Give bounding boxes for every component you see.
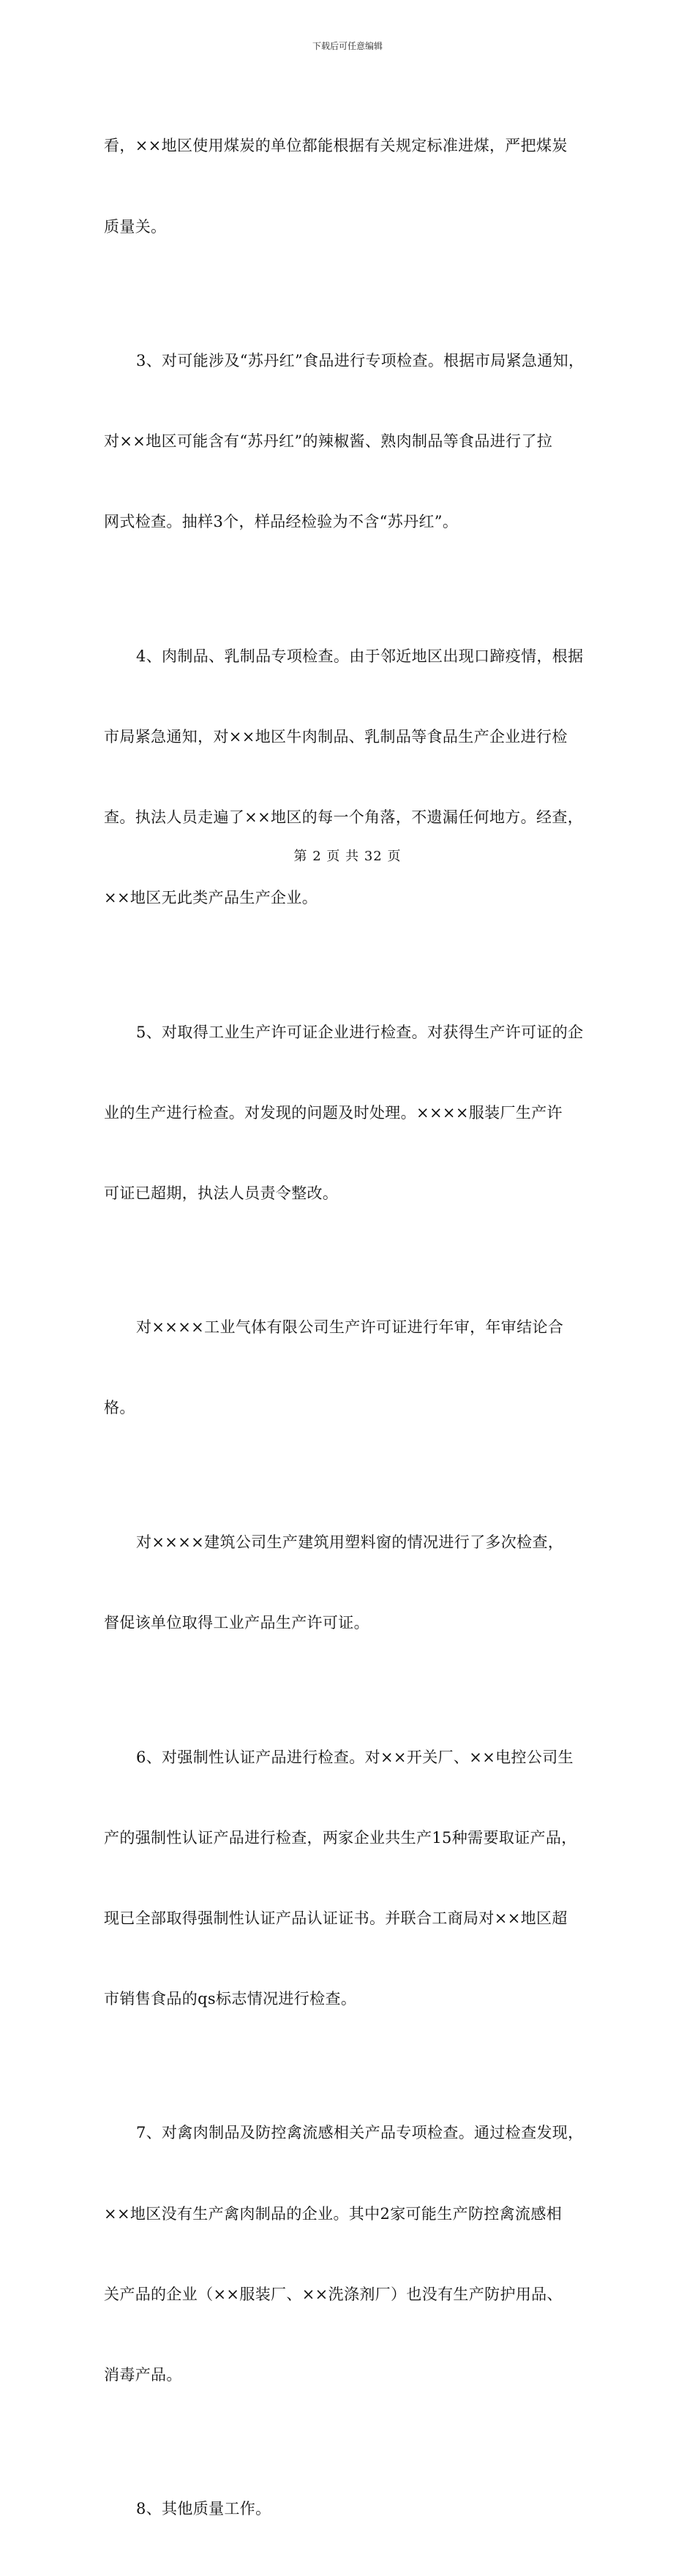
text-line: ××地区没有生产禽肉制品的企业。其中2家可能生产防控禽流感相 bbox=[104, 2204, 563, 2223]
text-line: 5、对取得工业生产许可证企业进行检查。对获得生产许可证的企 bbox=[136, 1023, 584, 1041]
text-line: 对××××工业气体有限公司生产许可证进行年审，年审结论合 bbox=[136, 1318, 564, 1337]
text-line: 7、对禽肉制品及防控禽流感相关产品专项检查。通过检查发现， bbox=[136, 2124, 584, 2142]
text-line: 格。 bbox=[104, 1399, 135, 1417]
text-line: 业的生产进行检查。对发现的问题及时处理。××××服装厂生产许 bbox=[104, 1103, 563, 1122]
paragraph-coal-quality bbox=[104, 79, 594, 294]
paragraph-meat-dairy-check bbox=[104, 589, 594, 965]
text-line: 对××地区可能含有“苏丹红”的辣椒酱、熟肉制品等食品进行了拉 bbox=[104, 432, 553, 451]
text-line: 督促该单位取得工业产品生产许可证。 bbox=[104, 1614, 369, 1632]
paragraph-poultry-check bbox=[104, 2066, 594, 2442]
paragraph-production-license-check bbox=[104, 965, 594, 1261]
text-line: 查。执法人员走遍了××地区的每一个角落，不遗漏任何地方。经查， bbox=[104, 808, 584, 826]
text-line: 4、肉制品、乳制品专项检查。由于邻近地区出现口蹄疫情，根据 bbox=[136, 647, 584, 665]
text-line: ××地区无此类产品生产企业。 bbox=[104, 889, 318, 907]
paragraph-construction-company-check bbox=[104, 1476, 594, 1691]
text-line: 可证已超期，执法人员责令整改。 bbox=[104, 1184, 339, 1202]
text-line: 看，××地区使用煤炭的单位都能根据有关规定标准进煤，严把煤炭 bbox=[104, 137, 568, 155]
page-number-footer: 第 2 页 共 32 页 bbox=[293, 849, 402, 864]
paragraph-other-quality-work bbox=[104, 2442, 594, 2576]
page-header: 下载后可任意编辑 bbox=[312, 41, 383, 51]
text-line: 市销售食品的qs标志情况进行检查。 bbox=[104, 1989, 357, 2008]
paragraph-mandatory-certification-check bbox=[104, 1690, 594, 2066]
text-line: 3、对可能涉及“苏丹红”食品进行专项检查。根据市局紧急通知， bbox=[136, 352, 585, 370]
text-line: 消毒产品。 bbox=[104, 2365, 182, 2384]
text-line: 现已全部取得强制性认证产品认证证书。并联合工商局对××地区超 bbox=[104, 1909, 568, 1927]
text-line: 市局紧急通知，对××地区牛肉制品、乳制品等食品生产企业进行检 bbox=[104, 727, 568, 746]
paragraph-sudan-red-check bbox=[104, 294, 594, 590]
text-line: 产的强制性认证产品进行检查，两家企业共生产15种需要取证产品， bbox=[104, 1828, 577, 1847]
text-line: 8、其他质量工作。 bbox=[136, 2500, 271, 2518]
text-line: 质量关。 bbox=[104, 217, 167, 236]
document-body bbox=[104, 79, 594, 2576]
text-line: 6、对强制性认证产品进行检查。对××开关厂、××电控公司生 bbox=[136, 1748, 574, 1766]
text-line: 对××××建筑公司生产建筑用塑料窗的情况进行了多次检查， bbox=[136, 1533, 564, 1551]
text-line: 网式检查。抽样3个，样品经检验为不含“苏丹红”。 bbox=[104, 513, 459, 531]
paragraph-gas-company-review bbox=[104, 1261, 594, 1476]
text-line: 关产品的企业（××服装厂、××洗涤剂厂）也没有生产防护用品、 bbox=[104, 2285, 563, 2303]
